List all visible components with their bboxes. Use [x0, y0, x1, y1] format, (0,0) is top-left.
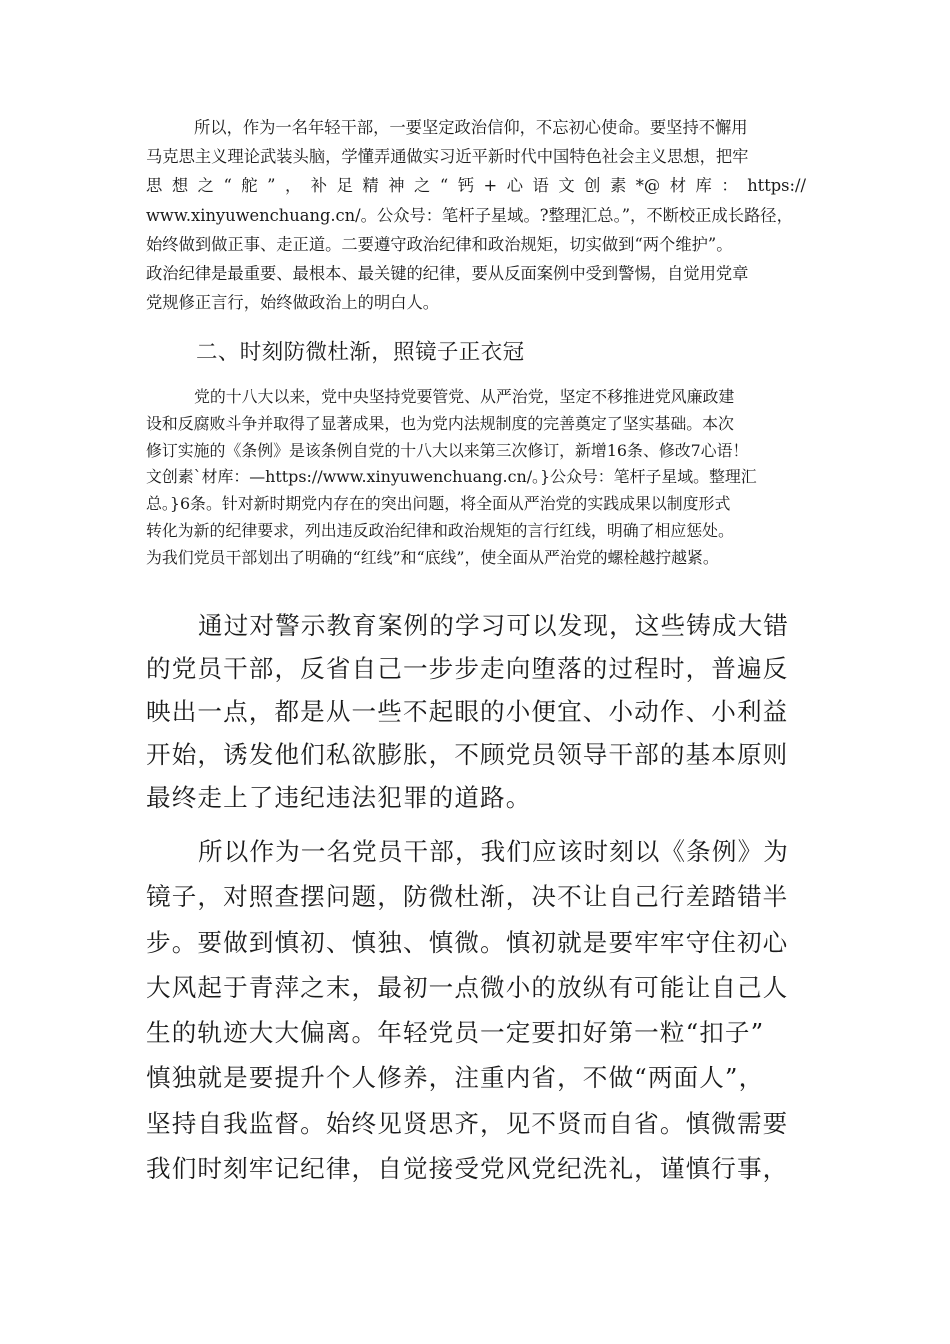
paragraph-line: 设和反腐败斗争并取得了显著成果，也为党内法规制度的完善奠定了坚实基础。本次 — [146, 413, 734, 433]
paragraph-line: 映出一点，都是从一些不起眼的小便宜、小动作、小利益 — [146, 697, 789, 727]
paragraph-line: 党规修正言行，始终做政治上的明白人。 — [146, 293, 440, 313]
paragraph-line: 步。要做到慎初、慎独、慎微。慎初就是要牢牢守住初心 — [146, 927, 789, 957]
paragraph-line: 总。}6条。针对新时期党内存在的突出问题，将全面从严治党的实践成果以制度形式 — [146, 494, 731, 514]
paragraph-line: www.xinyuwenchuang.cn/。公众号：笔杆子星域。?整理汇总。”，不断校正成长路径， — [146, 205, 793, 225]
paragraph-line: 坚持自我监督。始终见贤思齐，见不贤而自省。慎微需要 — [146, 1108, 789, 1138]
paragraph-line: 所以作为一名党员干部，我们应该时刻以《条例》为 — [198, 837, 789, 866]
paragraph-line: 转化为新的纪律要求，列出违反政治纪律和政治规矩的言行红线，明确了相应惩处。 — [146, 520, 734, 540]
paragraph-three-cautions — [146, 829, 806, 1191]
paragraph-line: 党的十八大以来，党中央坚持党要管党、从严治党，坚定不移推进党风廉政建 — [194, 387, 735, 406]
paragraph-line: 最终走上了违纪违法犯罪的道路。 — [146, 783, 532, 813]
paragraph-line: 我们时刻牢记纪律，自觉接受党风党纪洗礼，谨慎行事， — [146, 1154, 789, 1184]
paragraph-line: 文创素`材库：—https://www.xinyuwenchuang.cn/。}公众号：笔杆子星域。整理汇 — [146, 467, 757, 487]
section-heading: 二、时刻防微杜渐，照镜子正衣冠 — [196, 340, 525, 365]
paragraph-line: 始终做到做正事、走正道。二要遵守政治纪律和政治规矩，切实做到“两个维护”。 — [146, 234, 733, 254]
paragraph-line: 开始，诱发他们私欲膨胀，不顾党员领导干部的基本原则 — [146, 740, 789, 770]
paragraph-regulations-revision — [146, 384, 806, 572]
paragraph-line: 镜子，对照查摆问题，防微杜渐，决不让自己行差踏错半 — [146, 882, 789, 912]
paragraph-line: 政治纪律是最重要、最根本、最关键的纪律，要从反面案例中受到警惕，自觉用党章 — [146, 264, 749, 284]
paragraph-warning-cases — [146, 604, 806, 819]
paragraph-line: 为我们党员干部划出了明确的“红线”和“底线”，使全面从严治党的螺栓越拧越紧。 — [146, 547, 719, 567]
paragraph-line: 思想之“舵”，补足精神之“钙+心语文创素*@材库：https:// — [146, 176, 806, 196]
paragraph-line: 修订实施的《条例》是该条例自党的十八大以来第三次修订，新增16条、修改7心语！ — [146, 440, 749, 460]
paragraph-line: 大风起于青萍之末，最初一点微小的放纵有可能让自己人 — [146, 972, 789, 1002]
paragraph-line: 慎独就是要提升个人修养，注重内省，不做“两面人”， — [146, 1063, 765, 1093]
paragraph-line: 生的轨迹大大偏离。年轻党员一定要扣好第一粒“扣子” — [146, 1018, 765, 1048]
paragraph-line: 通过对警示教育案例的学习可以发现，这些铸成大错 — [198, 611, 789, 640]
paragraph-line: 所以，作为一名年轻干部，一要坚定政治信仰，不忘初心使命。要坚持不懈用 — [194, 118, 748, 137]
paragraph-line: 马克思主义理论武装头脑，学懂弄通做实习近平新时代中国特色社会主义思想，把牢 — [146, 147, 749, 167]
paragraph-line: 的党员干部，反省自己一步步走向堕落的过程时，普遍反 — [146, 654, 789, 684]
paragraph-political-belief — [146, 113, 806, 317]
